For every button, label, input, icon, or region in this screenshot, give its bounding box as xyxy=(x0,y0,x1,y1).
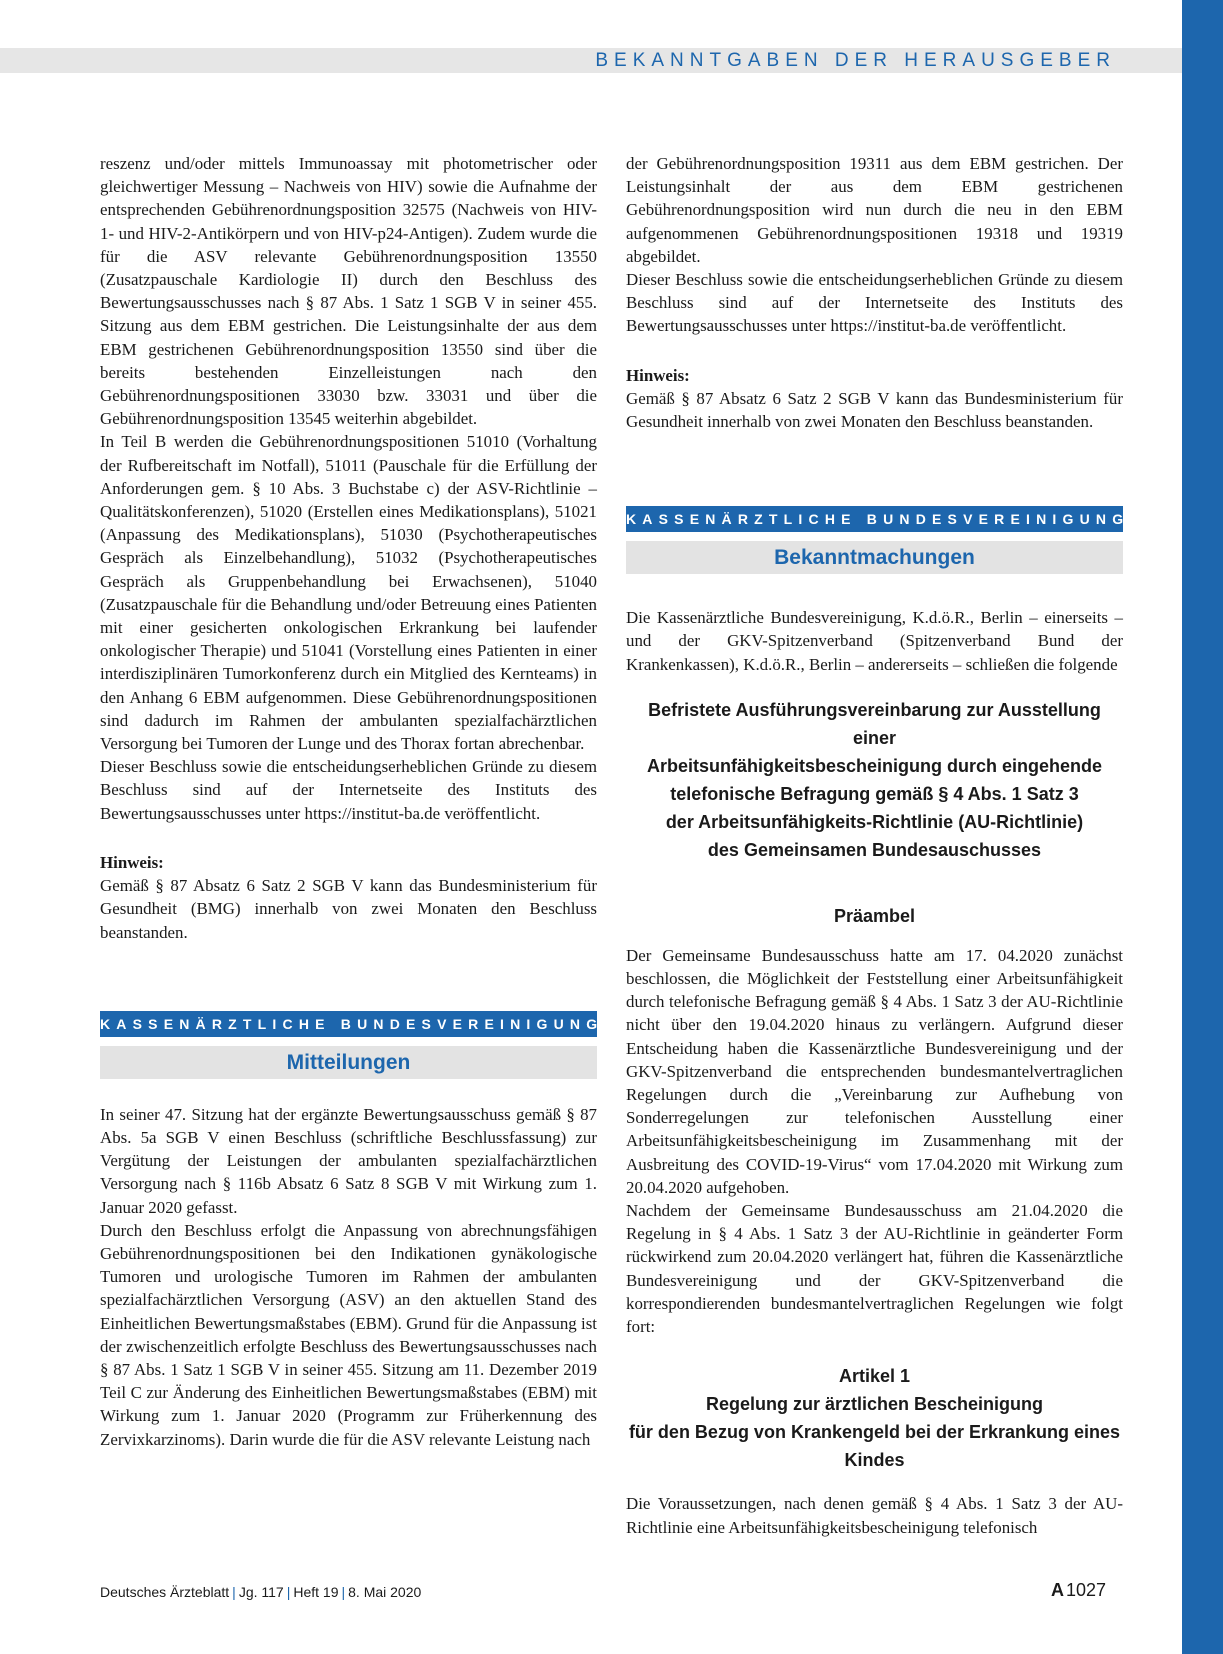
body-paragraph: der Gebührenordnungsposition 19311 aus dem EBM gestrichen. Der Leistungsinhalt der aus dem EBM gestrichenen Gebührenordnungsposition wird nun durch die neu in den EBM aufgenommenen Gebührenordnungspositionen 19318 und 19319 abgebildet. xyxy=(626,154,1123,266)
agreement-title-line: telefonische Befragung gemäß § 4 Abs. 1 Satz 3 xyxy=(670,783,1079,804)
body-paragraph: In seiner 47. Sitzung hat der ergänzte Bewertungsausschuss gemäß § 87 Abs. 5a SGB V einen Beschluss (schriftliche Beschlussfassung) zur Vergütung der Leistungen der ambulanten spezialfachärztlichen Versorgung nach § 116b Absatz 6 Satz 8 SGB V mit Wirkung zum 1. Januar 2020 gefasst. xyxy=(100,1104,597,1217)
section-header-bar xyxy=(0,48,1182,73)
journal-citation: Deutsches Ärzteblatt | Jg. 117 | Heft 19 | 8. Mai 2020 xyxy=(100,1584,422,1600)
section-heading-bekanntmachungen: Bekanntmachungen xyxy=(626,541,1123,574)
artikel-heading-line: für den Bezug von Krankengeld bei der Erkrankung eines Kindes xyxy=(628,1422,1121,1471)
hinweis-heading: Hinweis: xyxy=(100,852,164,872)
hinweis-text: Gemäß § 87 Absatz 6 Satz 2 SGB V kann das Bundesministerium für Gesundheit innerhalb von zwei Monaten den Beschluss beanstanden. xyxy=(626,388,1123,432)
left-column xyxy=(100,152,604,1451)
artikel-heading-line: Artikel 1 xyxy=(838,1366,911,1387)
hinweis-heading: Hinweis: xyxy=(626,365,690,385)
agreement-title-line: Arbeitsunfähigkeitsbescheinigung durch eingehende xyxy=(646,755,1103,776)
side-accent-stripe xyxy=(1182,0,1223,1654)
journal-date: 8. Mai 2020 xyxy=(348,1584,422,1600)
agreement-title-line: des Gemeinsamen Bundesauschusses xyxy=(707,839,1042,860)
body-paragraph: Der Gemeinsame Bundesausschuss hatte am 17. 04.2020 zunächst beschlossen, die Möglichkeit der Feststellung einer Arbeitsunfähigkeit durch telefonische Befragung gemäß § 4 Abs. 1 Satz 3 der AU-Richtlinie nicht über den 19.04.2020 hinaus zu verlängern. Aufgrund dieser Entscheidung haben die Kassenärztliche Bundesvereinigung und der GKV-Spitzenverband die entsprechenden bundesmantelvertraglichen Regelungen durch die „Vereinbarung zur Aufhebung von Sonderregelungen zur telefonischen Ausstellung einer Arbeitsunfähigkeitsbescheinigung im Zusammenhang mit der Ausbreitung des COVID-19-Virus“ vom 17.04.2020 mit Wirkung zum 20.04.2020 aufgehoben. xyxy=(626,945,1123,1197)
body-paragraph: Durch den Beschluss erfolgt die Anpassung von abrechnungsfähigen Gebührenordnungspositionen bei den Indikationen gynäkologische Tumoren und urologische Tumoren im Rahmen der ambulanten spezialfachärztlichen Versorgung (ASV) an den aktuellen Stand des Einheitlichen Bewertungsmaßstabes (EBM). Grund für die Anpassung ist der zwischenzeitlich erfolgte Beschluss des Bewertungsausschusses nach § 87 Abs. 1 Satz 1 SGB V in seiner 455. Sitzung am 11. Dezember 2019 Teil C zur Änderung des Einheitlichen Bewertungsmaßstabes (EBM) mit Wirkung zum 1. Januar 2020 (Programm zur Früherkennung des Zervixkarzinoms). Darin wurde die für die ASV relevante Leistung nach xyxy=(100,1220,597,1449)
intro-paragraph: Die Kassenärztliche Bundesvereinigung, K.d.ö.R., Berlin – einerseits – und der GKV-Spitzenverband (Spitzenverband Bund der Krankenkassen), K.d.ö.R., Berlin – andererseits – schließen die folgende xyxy=(626,608,1123,674)
body-paragraph: In Teil B werden die Gebührenordnungspositionen 51010 (Vorhaltung der Rufbereitschaft im Notfall), 51011 (Pauschale für die Erfüllung der Anforderungen gem. § 10 Abs. 3 Buchstabe c) der ASV-Richtlinie – Qualitätskonferenzen), 51020 (Erstellen eines Medikationsplans), 51021 (Anpassung des Medikationsplans), 51030 (Psychotherapeutisches Gespräch als Einzelbehandlung), 51032 (Psychotherapeutisches Gespräch als Gruppenbehandlung bei Erwachsenen), 51040 (Zusatzpauschale für die Behandlung und/oder Betreuung eines Patienten mit einer gesicherten onkologischen Erkrankung bei laufender onkologischer Therapie) und 51041 (Vorstellung eines Patienten in einer interdisziplinären Tumorkonferenz durch ein Mitglied des Kernteams) in den Anhang 6 EBM aufgenommen. Diese Gebührenordnungspositionen sind dadurch im Rahmen der ambulanten spezialfachärztlichen Versorgung bei Tumoren der Lunge und des Thorax fortan abrechenbar. xyxy=(100,432,597,754)
page-number-value: 1027 xyxy=(1065,1580,1106,1600)
hinweis-text: Gemäß § 87 Absatz 6 Satz 2 SGB V kann das Bundesministerium für Gesundheit (BMG) innerhalb von zwei Monaten den Beschluss beanstanden. xyxy=(100,876,597,942)
section-heading-mitteilungen: Mitteilungen xyxy=(100,1046,597,1079)
body-paragraph: Dieser Beschluss sowie die entscheidungserheblichen Gründe zu diesem Beschluss sind auf der Internetseite des Instituts des Bewertungsausschusses unter https://institut-ba.de veröffentlicht. xyxy=(626,270,1123,336)
journal-name: Deutsches Ärzteblatt xyxy=(100,1584,230,1600)
section-title: BEKANNTGABEN DER HERAUSGEBER xyxy=(595,50,1116,71)
agreement-title-line: Befristete Ausführungsvereinbarung zur Ausstellung einer xyxy=(648,699,1101,748)
agreement-title-line: der Arbeitsunfähigkeits-Richtlinie (AU-Richtlinie) xyxy=(665,811,1084,832)
artikel-heading-line: Regelung zur ärztlichen Bescheinigung xyxy=(705,1394,1044,1415)
journal-issue: Heft 19 xyxy=(293,1584,339,1600)
body-paragraph: Die Voraussetzungen, nach denen gemäß § 4 Abs. 1 Satz 3 der AU-Richtlinie eine Arbeitsunfähigkeitsbescheinigung telefonisch xyxy=(626,1494,1123,1537)
body-paragraph: Dieser Beschluss sowie die entscheidungserheblichen Gründe zu diesem Beschluss sind auf der Internetseite des Instituts des Bewertungsausschusses unter https://institut-ba.de veröffentlicht. xyxy=(100,757,597,823)
agreement-title xyxy=(626,696,1123,864)
body-paragraph: Nachdem der Gemeinsame Bundesausschuss am 21.04.2020 die Regelung in § 4 Abs. 1 Satz 3 der AU-Richtlinie in geänderter Form rückwirkend zum 20.04.2020 verlängert hat, führen die Kassenärztliche Bundesvereinigung und der GKV-Spitzenverband die korrespondierenden bundesmantelvertraglichen Regelungen wie folgt fort: xyxy=(626,1201,1123,1337)
organization-band: KASSENÄRZTLICHE BUNDESVEREINIGUNG xyxy=(100,1011,597,1037)
right-column xyxy=(626,152,1130,1539)
organization-band: KASSENÄRZTLICHE BUNDESVEREINIGUNG xyxy=(626,506,1123,532)
body-paragraph: reszenz und/oder mittels Immunoassay mit photometrischer oder gleichwertiger Messung – Nachweis von HIV) sowie die Aufnahme der entsprechenden Gebührenordnungsposition 32575 (Nachweis von HIV-1- und HIV-2-Antikörpern und von HIV-p24-Antigen). Zudem wurde die für die ASV relevante Gebührenordnungsposition 13550 (Zusatzpauschale Kardiologie II) durch den Beschluss des Bewertungsausschusses nach § 87 Abs. 1 Satz 1 SGB V in seiner 455. Sitzung aus dem EBM gestrichen. Die Leistungsinhalte der aus dem EBM gestrichenen Gebührenordnungsposition 13550 sind über die bereits bestehenden Einzelleistungen nach den Gebührenordnungspositionen 33030 bzw. 33031 und über die Gebührenordnungsposition 13545 weiterhin abgebildet. xyxy=(100,154,597,429)
artikel-heading xyxy=(626,1362,1123,1474)
page-number xyxy=(1051,1580,1106,1601)
praeambel-heading: Präambel xyxy=(833,905,916,926)
journal-volume: Jg. 117 xyxy=(238,1584,284,1600)
page-prefix: A xyxy=(1050,1580,1064,1600)
